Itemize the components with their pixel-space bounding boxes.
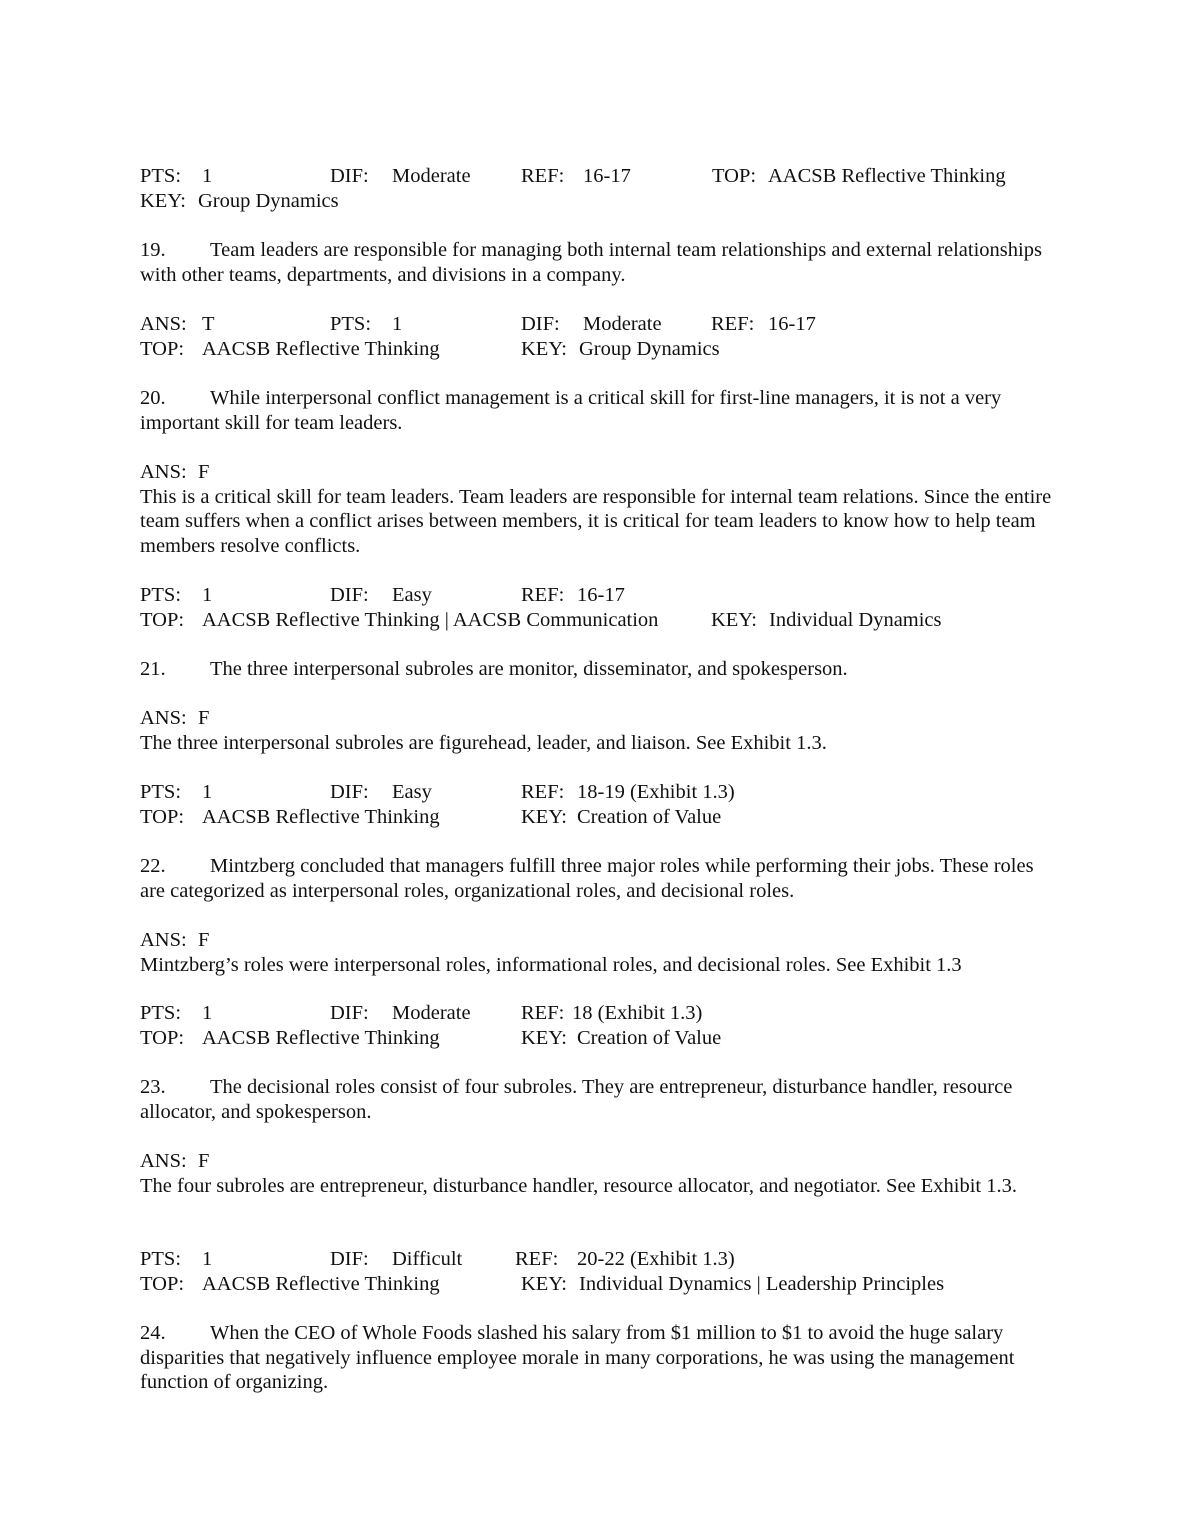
top-label: TOP: (712, 165, 757, 187)
top-value: AACSB Reflective Thinking (202, 337, 440, 360)
ref-value: 16-17 (583, 165, 631, 187)
ans-value: F (198, 929, 210, 951)
ref-value: 16-17 (768, 313, 816, 335)
ref-label: REF: (521, 165, 565, 187)
ans-label: ANS: (140, 929, 187, 951)
ref-label: REF: (515, 1248, 559, 1270)
pts-label: PTS: (140, 584, 182, 606)
question-number: 23. (140, 1076, 166, 1098)
dif-value: Moderate (392, 165, 471, 187)
pts-label: PTS: (140, 781, 182, 803)
question-text: When the CEO of Whole Foods slashed his salary from $1 million to $1 to avoid the huge salary disparities that negatively influence employee morale in many corporations, he was using the management function of organizing. (140, 1322, 1015, 1394)
key-label: KEY: (521, 1272, 567, 1295)
question-text: The decisional roles consist of four subroles. They are entrepreneur, disturbance handler, resource allocator, and spokesperson. (140, 1076, 1013, 1123)
question-23 (140, 1075, 1060, 1124)
key-value: Group Dynamics (198, 189, 339, 212)
pts-label: PTS: (140, 165, 182, 187)
q20-answer (140, 460, 1060, 559)
top-label: TOP: (140, 608, 185, 631)
q22-metadata (140, 1001, 1060, 1050)
question-text: The three interpersonal subroles are monitor, disseminator, and spokesperson. (210, 658, 848, 680)
top-value: AACSB Reflective Thinking | AACSB Communication (202, 608, 659, 631)
q21-metadata (140, 780, 1060, 829)
top-label: TOP: (140, 805, 185, 828)
top-value: AACSB Reflective Thinking (202, 805, 440, 828)
question-19 (140, 238, 1060, 287)
question-text: Team leaders are responsible for managing both internal team relationships and external relationships with other teams, departments, and divisions in a company. (140, 239, 1042, 286)
dif-label: DIF: (330, 584, 369, 606)
top-value: AACSB Reflective Thinking (768, 165, 1006, 187)
ref-value: 20-22 (Exhibit 1.3) (577, 1248, 735, 1270)
ref-label: REF: (521, 781, 565, 803)
pts-label: PTS: (140, 1002, 182, 1024)
key-label: KEY: (521, 337, 567, 360)
ans-label: ANS: (140, 313, 187, 335)
key-value: Creation of Value (577, 1026, 722, 1049)
question-number: 21. (140, 658, 166, 680)
key-label: KEY: (711, 608, 757, 631)
ans-value: F (198, 1150, 210, 1172)
question-21 (140, 657, 1060, 682)
answer-explanation: The four subroles are entrepreneur, disturbance handler, resource allocator, and negotiator. See Exhibit 1.3. (140, 1174, 1017, 1197)
ref-label: REF: (711, 313, 755, 335)
key-label: KEY: (140, 189, 186, 212)
question-number: 20. (140, 387, 166, 409)
question-text: While interpersonal conflict management is a critical skill for first-line managers, it is not a very important skill for team leaders. (140, 387, 1002, 434)
q21-answer (140, 706, 1060, 755)
key-value: Individual Dynamics | Leadership Principles (579, 1272, 945, 1295)
q23-metadata (140, 1247, 1060, 1296)
ref-label: REF: (521, 584, 565, 606)
q19-metadata (140, 312, 1060, 361)
dif-label: DIF: (330, 781, 369, 803)
key-label: KEY: (521, 805, 567, 828)
ans-value: F (198, 707, 210, 729)
answer-explanation: The three interpersonal subroles are figurehead, leader, and liaison. See Exhibit 1.3. (140, 731, 827, 754)
dif-value: Easy (392, 781, 432, 803)
dif-label: DIF: (330, 165, 369, 187)
q23-answer (140, 1149, 1060, 1198)
pts-value: 1 (202, 584, 213, 606)
pts-value: 1 (202, 1002, 213, 1024)
q22-answer (140, 928, 1060, 977)
dif-value: Difficult (392, 1248, 463, 1270)
top-value: AACSB Reflective Thinking (202, 1026, 440, 1049)
question-number: 19. (140, 239, 166, 261)
q18-metadata (140, 164, 1060, 213)
question-22 (140, 854, 1060, 903)
question-20 (140, 386, 1060, 435)
question-number: 24. (140, 1322, 166, 1344)
top-label: TOP: (140, 1026, 185, 1049)
pts-value: 1 (202, 165, 213, 187)
pts-value: 1 (392, 313, 403, 335)
ref-value: 18 (Exhibit 1.3) (572, 1002, 703, 1024)
pts-label: PTS: (330, 313, 372, 335)
top-label: TOP: (140, 337, 185, 360)
pts-label: PTS: (140, 1248, 182, 1270)
key-label: KEY: (521, 1026, 567, 1049)
ans-value: T (202, 313, 215, 335)
ans-label: ANS: (140, 461, 187, 483)
key-value: Individual Dynamics (769, 608, 942, 631)
dif-value: Moderate (392, 1002, 471, 1024)
key-value: Creation of Value (577, 805, 722, 828)
dif-label: DIF: (521, 313, 560, 335)
dif-value: Easy (392, 584, 432, 606)
question-number: 22. (140, 855, 166, 877)
answer-explanation: This is a critical skill for team leaders. Team leaders are responsible for internal team relations. Since the entire team suffers when a conflict arises between members, it is critical for team leaders to know how to help team members resolve conflicts. (140, 485, 1052, 558)
question-24 (140, 1321, 1060, 1395)
ans-label: ANS: (140, 1150, 187, 1172)
answer-explanation: Mintzberg’s roles were interpersonal roles, informational roles, and decisional roles. See Exhibit 1.3 (140, 953, 962, 976)
pts-value: 1 (202, 1248, 213, 1270)
key-value: Group Dynamics (579, 337, 720, 360)
dif-label: DIF: (330, 1002, 369, 1024)
dif-label: DIF: (330, 1248, 369, 1270)
ans-value: F (198, 461, 210, 483)
ref-label: REF: (521, 1002, 565, 1024)
top-value: AACSB Reflective Thinking (202, 1272, 440, 1295)
dif-value: Moderate (583, 313, 662, 335)
q20-metadata (140, 583, 1060, 632)
pts-value: 1 (202, 781, 213, 803)
question-text: Mintzberg concluded that managers fulfill three major roles while performing their jobs. These roles are categorized as interpersonal roles, organizational roles, and decisional roles. (140, 855, 1034, 902)
ans-label: ANS: (140, 707, 187, 729)
top-label: TOP: (140, 1272, 185, 1295)
ref-value: 18-19 (Exhibit 1.3) (577, 781, 735, 803)
ref-value: 16-17 (577, 584, 625, 606)
